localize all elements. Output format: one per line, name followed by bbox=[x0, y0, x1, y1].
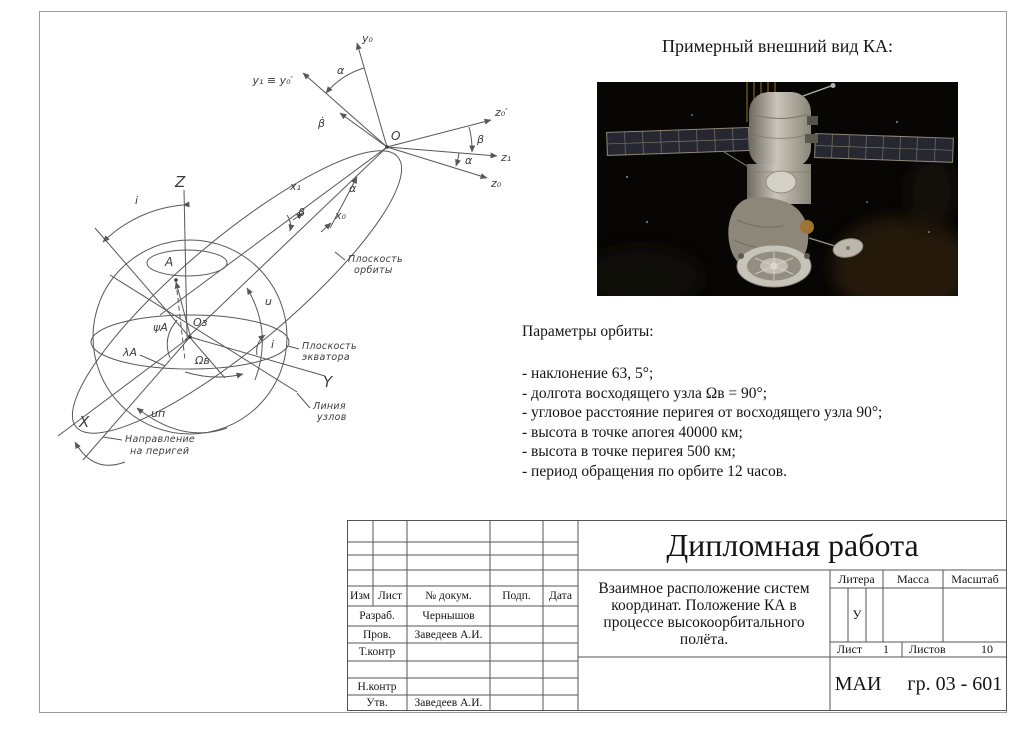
lambda-a-label: λA bbox=[123, 346, 138, 359]
nodes-label-1: Линия bbox=[313, 401, 346, 412]
omega-arc bbox=[185, 372, 243, 377]
x1-label: x₁ bbox=[290, 180, 301, 193]
litera-header: Литера bbox=[838, 571, 875, 586]
photo-caption: Примерный внешний вид КА: bbox=[661, 36, 894, 56]
parallel-ellipse-a bbox=[147, 250, 227, 276]
description-line: процессе высокоорбитального bbox=[603, 613, 805, 631]
col-header-data: Дата bbox=[549, 590, 572, 602]
nodes-leader bbox=[297, 393, 310, 408]
solar-panel-right bbox=[815, 133, 954, 162]
col-header-list: Лист bbox=[377, 590, 403, 602]
x-axis-label: X bbox=[79, 413, 90, 431]
row-prov-name: Заведеев А.И. bbox=[414, 628, 483, 641]
x0-label: x₀ bbox=[335, 209, 346, 222]
orbit-parameters bbox=[522, 322, 882, 481]
u-label: u bbox=[265, 295, 272, 308]
alpha-right-label: α bbox=[465, 154, 473, 167]
u-perigee-label: uп bbox=[151, 407, 166, 420]
row-razrab-label: Разраб. bbox=[359, 610, 395, 622]
orbit-ellipse bbox=[41, 116, 432, 469]
description-line: полёта. bbox=[679, 630, 729, 648]
row-tkontr-label: Т.контр bbox=[358, 646, 396, 658]
psi-arc bbox=[167, 320, 177, 358]
x0-arrowhead bbox=[321, 223, 331, 232]
point-o-label: O bbox=[391, 129, 401, 143]
x1-axis-line bbox=[160, 147, 387, 315]
z1-label: z₁ bbox=[501, 151, 512, 164]
omega-v-label: Ωв bbox=[195, 354, 210, 367]
perigee-label-2: на перигей bbox=[130, 446, 190, 457]
orbit-params-list bbox=[522, 364, 882, 481]
orbit-param-raan: - долгота восходящего узла Ωв = 90°; bbox=[522, 384, 768, 402]
y-axis-label: Y bbox=[323, 373, 333, 391]
col-header-podp: Подп. bbox=[502, 590, 531, 602]
equator-plane-label-1: Плоскость bbox=[302, 341, 357, 352]
orbit-param-perigee: - высота в точке перигея 500 км; bbox=[522, 443, 736, 460]
earth-center-dot bbox=[188, 335, 192, 339]
orbit-param-period: - период обращения по орбите 12 часов. bbox=[522, 462, 787, 480]
nodes-label-2: узлов bbox=[317, 412, 347, 423]
orbit-params-title: Параметры орбиты: bbox=[522, 323, 654, 340]
organization-name: МАИ bbox=[834, 672, 882, 695]
row-nkontr-label: Н.контр bbox=[357, 680, 397, 693]
description-line: Взаимное расположение систем bbox=[598, 579, 810, 597]
node-line bbox=[110, 275, 297, 392]
listov-value: 10 bbox=[981, 642, 993, 656]
y1-axis bbox=[303, 73, 387, 147]
list-label: Лист bbox=[837, 642, 863, 656]
massa-header: Масса bbox=[896, 571, 930, 586]
col-header-izm: Изм bbox=[350, 590, 370, 602]
orbit-plane-leader bbox=[335, 252, 345, 260]
orbit-plane-label-2: орбиты bbox=[354, 265, 393, 276]
row-utv-name: Заведеев А.И. bbox=[414, 697, 483, 709]
inclination-arc bbox=[103, 205, 183, 242]
row-utv-label: Утв. bbox=[366, 697, 388, 709]
perigee-leader bbox=[103, 437, 122, 440]
i-right-arc bbox=[257, 335, 265, 355]
docking-target bbox=[766, 171, 796, 193]
psi-a-label: ψA bbox=[153, 321, 168, 334]
beta-dot-label: β̇ bbox=[317, 117, 325, 130]
solar-panel-left bbox=[607, 127, 750, 155]
y0-axis bbox=[357, 43, 387, 147]
beta-right-label: β bbox=[477, 133, 485, 146]
point-o-dot bbox=[385, 145, 389, 149]
perigee-label-1: Направление bbox=[125, 434, 196, 445]
masshtab-header: Масштаб bbox=[951, 571, 999, 586]
lambda-leader bbox=[140, 355, 165, 366]
orbital-module bbox=[749, 92, 811, 168]
i-top-label: i bbox=[135, 194, 139, 207]
alpha-top-label: α bbox=[337, 64, 345, 77]
y1-label: y₁ ≡ y₀′ bbox=[252, 74, 293, 87]
beta-low-label: β bbox=[298, 206, 306, 219]
y0-label: y₀ bbox=[362, 32, 373, 45]
title-block bbox=[347, 520, 1007, 711]
spacecraft-photo bbox=[597, 82, 958, 296]
orbit-param-inclination: - наклонение 63, 5°; bbox=[522, 365, 654, 382]
coordinate-systems-diagram bbox=[35, 10, 515, 510]
alpha-right-arc bbox=[456, 153, 459, 166]
point-a-dot bbox=[174, 278, 178, 282]
alpha-dot-label: α̇ bbox=[349, 182, 357, 195]
perigee-hook-arrow bbox=[75, 442, 125, 465]
u-arc bbox=[247, 288, 262, 380]
document-description bbox=[578, 570, 830, 657]
i-right-label: i bbox=[271, 338, 275, 351]
litera-value: У bbox=[852, 607, 862, 622]
orbit-param-apogee: - высота в точке апогея 40000 км; bbox=[522, 423, 743, 441]
organization-cell bbox=[830, 657, 1007, 711]
group-number: гр. 03 - 601 bbox=[907, 672, 1003, 695]
z1-axis bbox=[387, 147, 497, 156]
equator-plane-leader bbox=[288, 346, 299, 349]
z0-label: z₀ bbox=[491, 177, 502, 190]
beta-low-arc bbox=[287, 215, 291, 231]
orbit-param-arg-perigee: - угловое расстояние перигея от восходящего узла 90°; bbox=[522, 404, 883, 421]
equator-plane-label-2: экватора bbox=[302, 352, 350, 363]
row-razrab-name: Чернышов bbox=[422, 610, 475, 622]
orbit-plane-label-1: Плоскость bbox=[348, 254, 403, 265]
row-prov-label: Пров. bbox=[362, 628, 392, 641]
col-header-dokum: № докум. bbox=[425, 590, 472, 602]
listov-label: Листов bbox=[909, 642, 946, 656]
list-value: 1 bbox=[883, 642, 889, 656]
point-a-label: A bbox=[165, 255, 174, 269]
alpha-top-arc bbox=[326, 68, 364, 93]
beta-dot-arrow bbox=[340, 113, 387, 147]
earth-center-label: Oз bbox=[193, 316, 208, 329]
orange-port bbox=[800, 220, 814, 234]
z0p-label: z₀′ bbox=[495, 106, 508, 119]
document-title: Дипломная работа bbox=[666, 526, 919, 563]
center-to-a-line bbox=[176, 282, 190, 335]
z-axis-label: Z bbox=[175, 173, 186, 191]
beta-right-arc bbox=[469, 127, 472, 152]
description-line: координат. Положение КА в bbox=[611, 596, 797, 614]
docking-ring bbox=[737, 245, 811, 287]
z0p-axis bbox=[387, 120, 491, 147]
